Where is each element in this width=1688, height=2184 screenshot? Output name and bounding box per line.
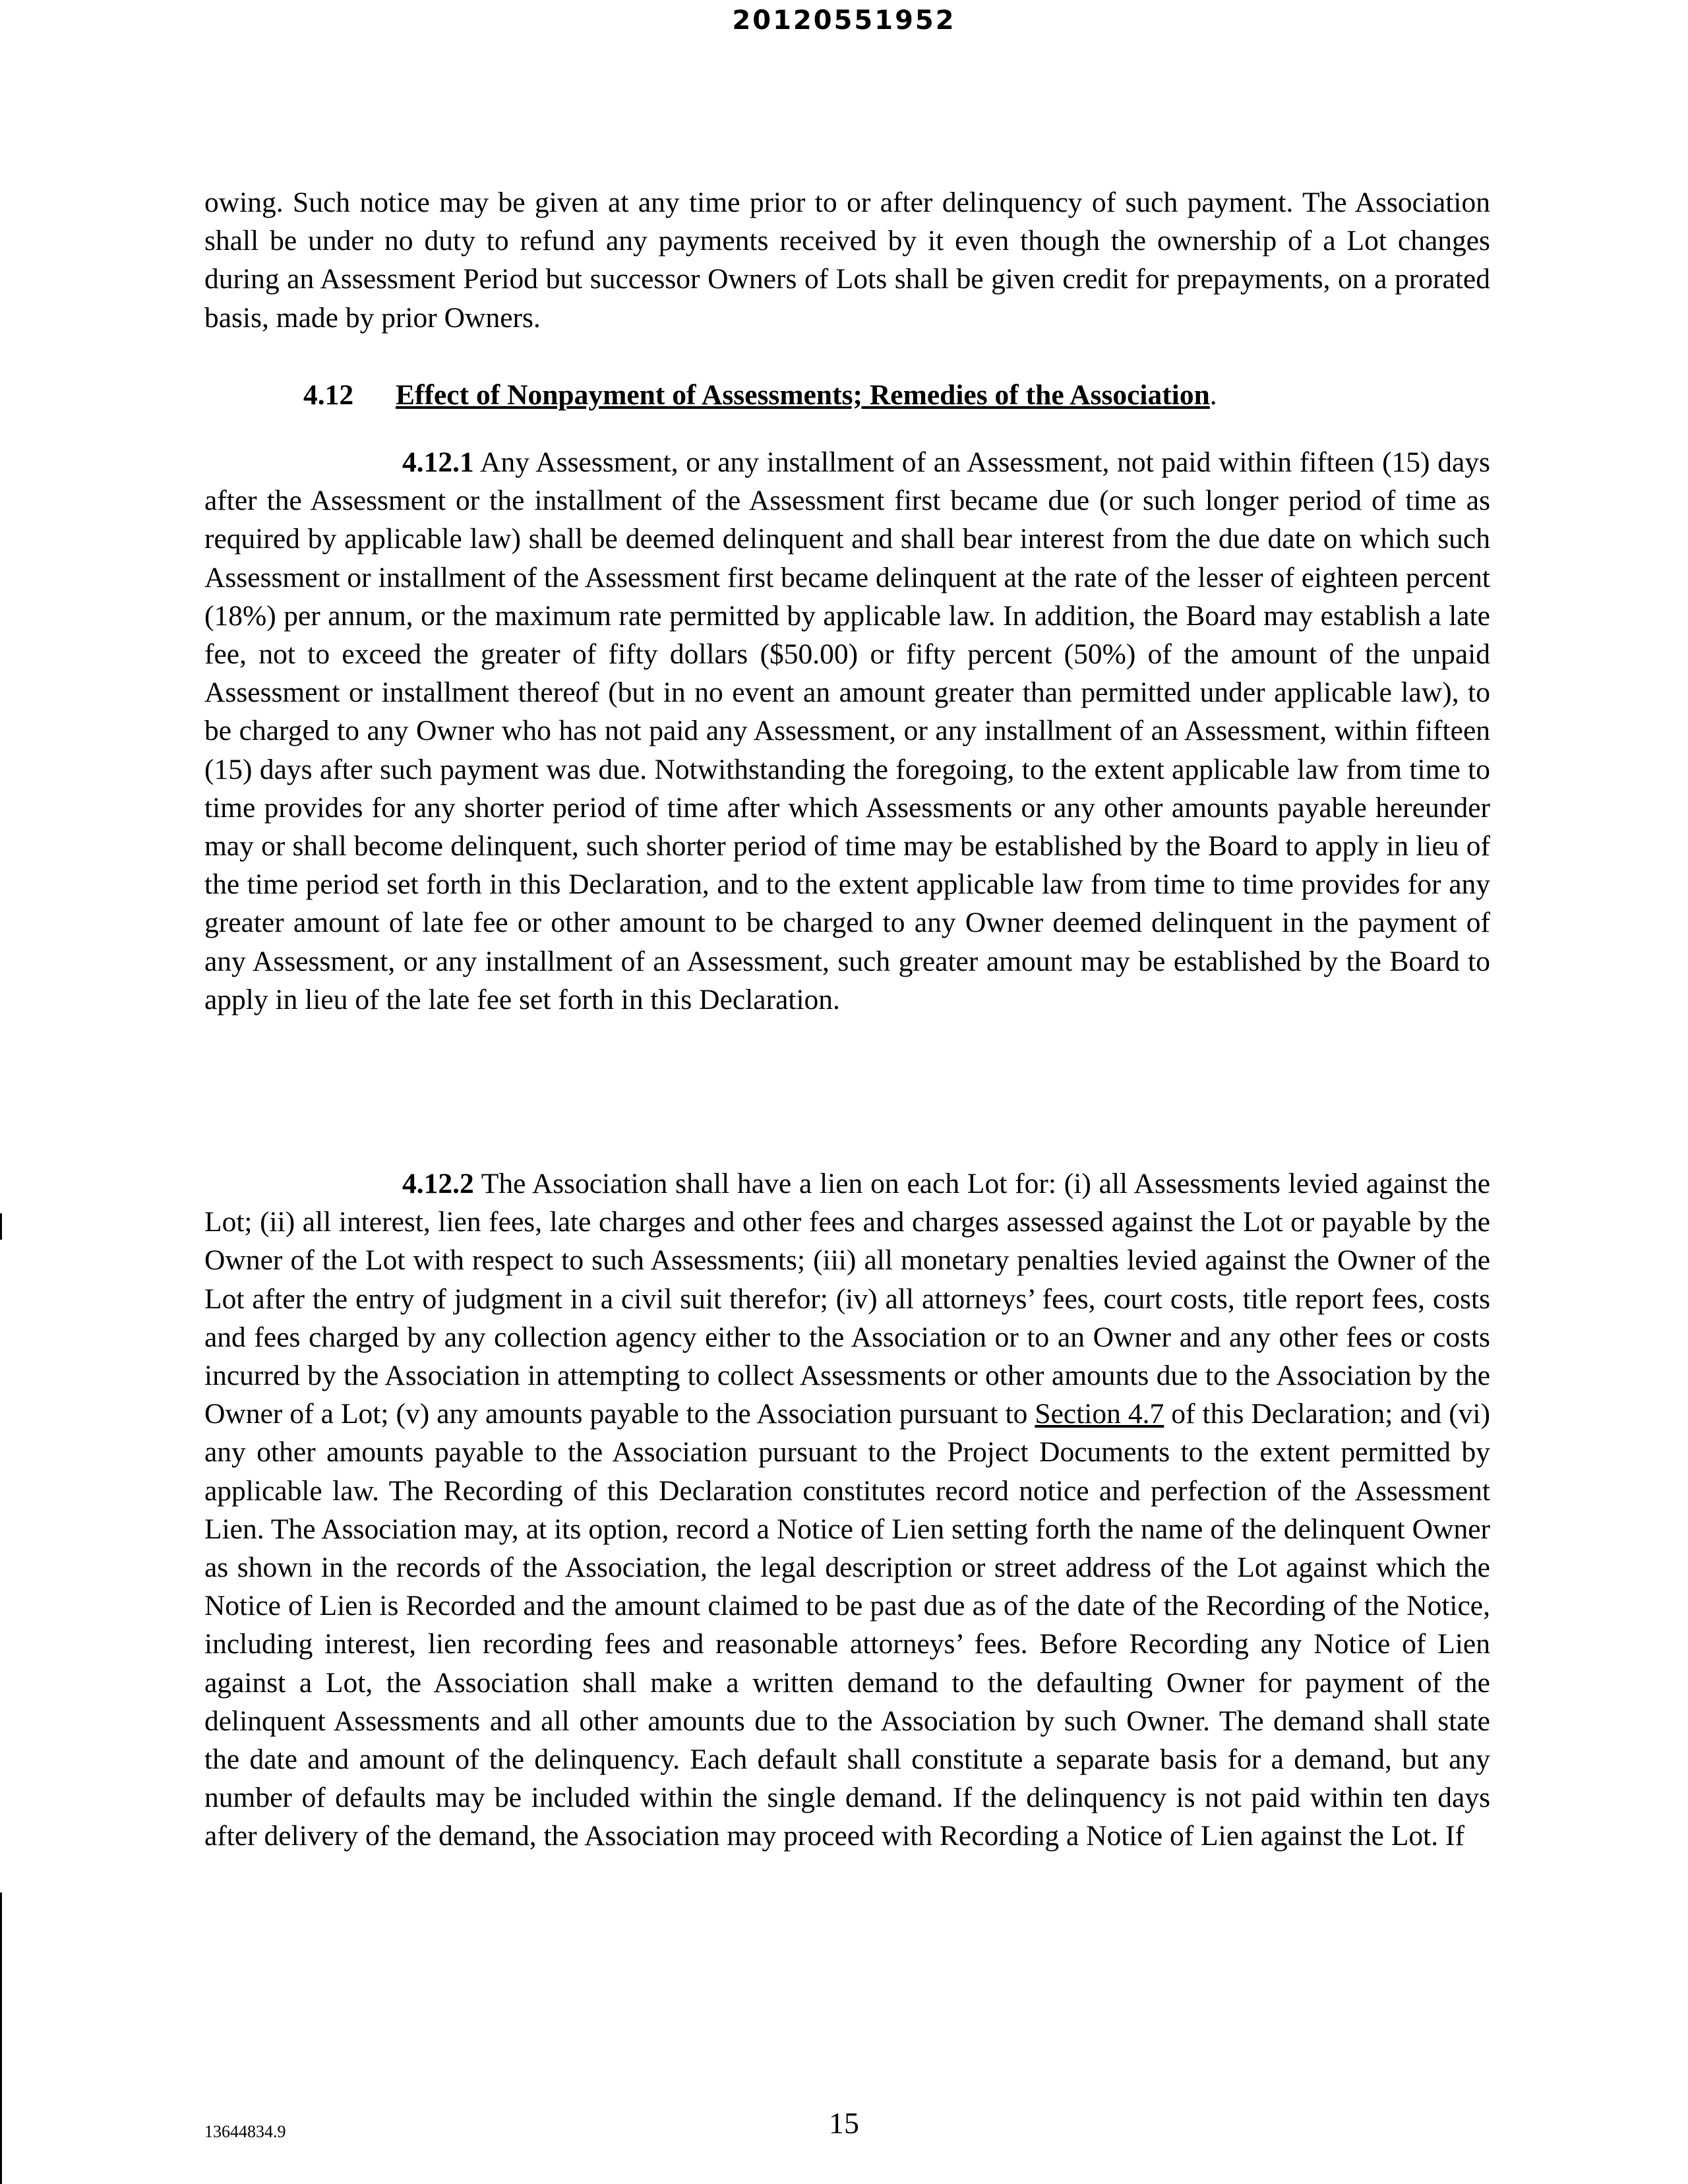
- subsection-number: 4.12.1: [402, 446, 474, 478]
- subsection-4-12-1: [204, 443, 1490, 1019]
- recording-number: 20120551952: [732, 5, 956, 36]
- document-body: [204, 183, 1490, 337]
- section-number: 4.12: [303, 379, 354, 411]
- section-reference-link[interactable]: Section 4.7: [1035, 1398, 1164, 1430]
- subsection-text: Any Assessment, or any installment of an Assessment, not paid within fifteen (15) days after the Assessment or the installment of the Assessment first became due (or such longer period of time as required by applicable law) shall be deemed delinquent and shall bear interest from the due date on which such Assessment or installment of the Assessment first became delinquent at the rate of the lesser of eighteen percent (18%) per annum, or the maximum rate permitted by applicable law. In addition, the Board may establish a late fee, not to exceed the greater of fifty dollars ($50.00) or fifty percent (50%) of the amount of the unpaid Assessment or installment thereof (but in no event an amount greater than permitted under applicable law), to be charged to any Owner who has not paid any Assessment, or any installment of an Assessment, within fifteen (15) days after such payment was due. Notwithstanding the foregoing, to the extent applicable law from time to time provides for any shorter period of time after which Assessments or any other amounts payable hereunder may or shall become delinquent, such shorter period of time may be established by the Board to apply in lieu of the time period set forth in this Declaration, and to the extent applicable law from time to time provides for any greater amount of late fee or other amount to be charged to any Owner deemed delinquent in the payment of any Assessment, or any installment of an Assessment, such greater amount may be established by the Board to apply in lieu of the late fee set forth in this Declaration.: [204, 446, 1490, 1016]
- section-title-period: .: [1209, 379, 1217, 411]
- subsection-4-12-2: [204, 1165, 1490, 1856]
- section-heading: [204, 376, 1490, 414]
- continuation-paragraph: owing. Such notice may be given at any time prior to or after delinquency of such payment. The Association shall be under no duty to refund any payments received by it even though the ownership of a Lot changes during an Assessment Period but successor Owners of Lots shall be given credit for prepayments, on a prorated basis, made by prior Owners.: [204, 187, 1490, 334]
- subsection-text: The Association shall have a lien on each Lot for: (i) all Assessments levied against the Lot; (ii) all interest, lien fees, late charges and other fees and charges assessed against the Lot or payable by the Owner of the Lot with respect to such Assessments; (iii) all monetary penalties levied against the Owner of the Lot after the entry of judgment in a civil suit therefor; (iv) all attorneys’ fees, court costs, title report fees, costs and fees charged by any collection agency either to the Association or to an Owner and any other fees or costs incurred by the Association in attempting to collect Assessments or other amounts due to the Association by the Owner of a Lot; (v) any amounts payable to the Association pursuant to: [204, 1168, 1490, 1430]
- scan-margin-line: [0, 1213, 2, 1240]
- subsection-text: of this Declaration; and (vi) any other amounts payable to the Association pursuant to the Project Documents to the extent permitted by applicable law. The Recording of this Declaration constitutes record notice and perfection of the Assessment Lien. The Association may, at its option, record a Notice of Lien setting forth the name of the delinquent Owner as shown in the records of the Association, the legal description or street address of the Lot against which the Notice of Lien is Recorded and the amount claimed to be past due as of the date of the Recording of the Notice, including interest, lien recording fees and reasonable attorneys’ fees. Before Recording any Notice of Lien against a Lot, the Association shall make a written demand to the defaulting Owner for payment of the delinquent Assessments and all other amounts due to the Association by such Owner. The demand shall state the date and amount of the delinquency. Each default shall constitute a separate basis for a demand, but any number of defaults may be included within the single demand. If the delinquency is not paid within ten days after delivery of the demand, the Association may proceed with Recording a Notice of Lien against the Lot. If: [204, 1398, 1491, 1852]
- section-title: Effect of Nonpayment of Assessments; Remedies of the Association: [396, 379, 1210, 411]
- document-id: 13644834.9: [204, 2122, 286, 2141]
- page-number: 15: [829, 2106, 859, 2140]
- subsection-number: 4.12.2: [402, 1168, 474, 1199]
